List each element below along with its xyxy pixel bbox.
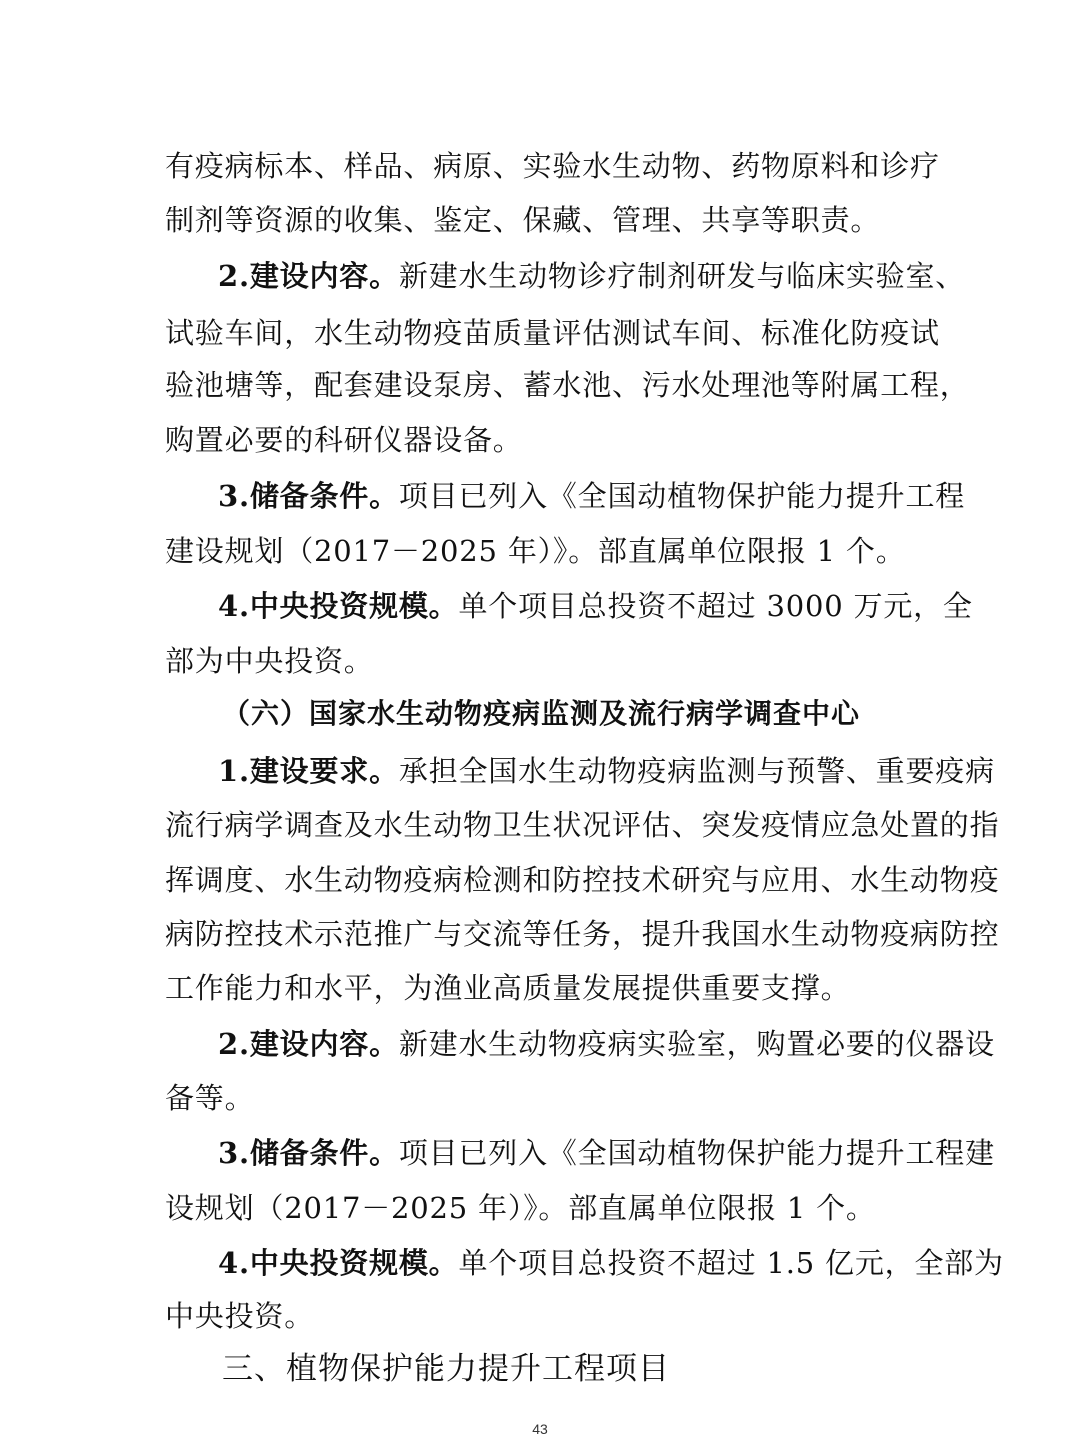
item-title: 3.储备条件。 bbox=[218, 479, 399, 513]
section-heading: 三、植物保护能力提升工程项目 bbox=[222, 1351, 670, 1387]
item-title: 2.建设内容。 bbox=[218, 259, 399, 293]
item-title: 2.建设内容。 bbox=[218, 1027, 399, 1061]
paragraph-line: 建设规划（2017－2025 年）》。部直属单位限报 1 个。 bbox=[165, 534, 906, 568]
paragraph-line: 有疫病标本、样品、病原、实验水生动物、药物原料和诊疗 bbox=[165, 149, 940, 183]
paragraph-line: 制剂等资源的收集、鉴定、保藏、管理、共享等职责。 bbox=[165, 203, 881, 237]
page-number: 43 bbox=[532, 1421, 548, 1437]
paragraph-line: 中央投资。 bbox=[165, 1299, 315, 1333]
paragraph-line: 流行病学调查及水生动物卫生状况评估、突发疫情应急处置的指 bbox=[165, 808, 1000, 842]
paragraph-line: 购置必要的科研仪器设备。 bbox=[165, 423, 523, 457]
paragraph-line: 验池塘等，配套建设泵房、蓄水池、污水处理池等附属工程， bbox=[165, 368, 970, 402]
paragraph-line: 部为中央投资。 bbox=[165, 644, 374, 678]
paragraph-line: 1.建设要求。承担全国水生动物疫病监测与预警、重要疫病 bbox=[218, 754, 995, 788]
item-title: 1.建设要求。 bbox=[218, 754, 399, 788]
paragraph-line: 备等。 bbox=[165, 1081, 255, 1115]
paragraph-line: 4.中央投资规模。单个项目总投资不超过 3000 万元，全 bbox=[218, 589, 973, 623]
paragraph-line: 设规划（2017－2025 年）》。部直属单位限报 1 个。 bbox=[165, 1191, 876, 1225]
item-title: 4.中央投资规模。 bbox=[218, 1246, 459, 1280]
item-title: 4.中央投资规模。 bbox=[218, 589, 459, 623]
paragraph-line: 2.建设内容。新建水生动物疫病实验室，购置必要的仪器设 bbox=[218, 1027, 995, 1061]
paragraph-line: 试验车间，水生动物疫苗质量评估测试车间、标准化防疫试 bbox=[165, 316, 940, 350]
paragraph-line: 4.中央投资规模。单个项目总投资不超过 1.5 亿元，全部为 bbox=[218, 1246, 1004, 1280]
paragraph-line: 工作能力和水平，为渔业高质量发展提供重要支撑。 bbox=[165, 971, 851, 1005]
paragraph-line: 3.储备条件。项目已列入《全国动植物保护能力提升工程建 bbox=[218, 1136, 995, 1170]
item-title: 3.储备条件。 bbox=[218, 1136, 399, 1170]
paragraph-line: 3.储备条件。项目已列入《全国动植物保护能力提升工程 bbox=[218, 479, 966, 513]
paragraph-line: 病防控技术示范推广与交流等任务，提升我国水生动物疫病防控 bbox=[165, 917, 1000, 951]
paragraph-line: 2.建设内容。新建水生动物诊疗制剂研发与临床实验室、 bbox=[218, 259, 966, 293]
section-heading: （六）国家水生动物疫病监测及流行病学调查中心 bbox=[222, 697, 861, 730]
paragraph-line: 挥调度、水生动物疫病检测和防控技术研究与应用、水生动物疫 bbox=[165, 863, 1000, 897]
